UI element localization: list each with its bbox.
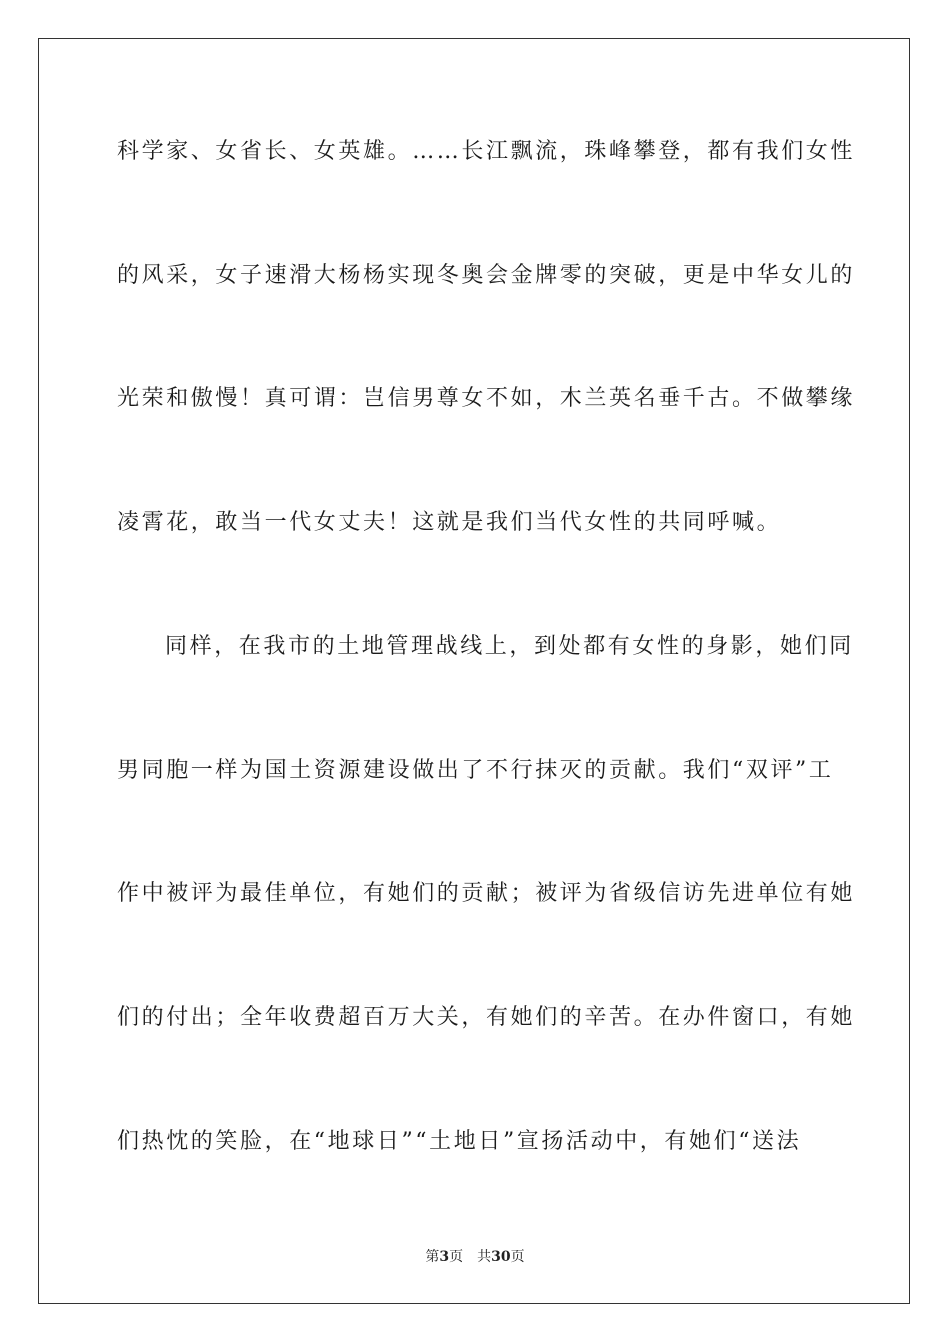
- total-suffix: 页: [510, 1249, 525, 1265]
- body-line-5-paragraph-start: 同样，在我市的土地管理战线上，到处都有女性的身影，她们同: [165, 634, 854, 659]
- body-line-4: 凌霄花，敢当一代女丈夫！这就是我们当代女性的共同呼喊。: [117, 510, 782, 535]
- total-pages: 30: [491, 1249, 511, 1265]
- body-line-2: 的风采，女子速滑大杨杨实现冬奥会金牌零的突破，更是中华女儿的: [117, 263, 856, 288]
- page-frame: [38, 38, 910, 1304]
- total-prefix: 共: [477, 1249, 492, 1265]
- page-number: 3: [439, 1249, 450, 1265]
- body-line-9: 们热忱的笑脸，在“地球日”“土地日”宣扬活动中，有她们“送法: [117, 1129, 802, 1154]
- body-line-8: 们的付出；全年收费超百万大关，有她们的辛苦。在办件窗口，有她: [117, 1005, 856, 1030]
- page-prefix: 第: [425, 1249, 440, 1265]
- body-line-7: 作中被评为最佳单位，有她们的贡献；被评为省级信访先进单位有她: [117, 881, 856, 906]
- page-suffix: 页: [449, 1249, 464, 1265]
- body-line-3: 光荣和傲慢！真可谓：岂信男尊女不如，木兰英名垂千古。不做攀缘: [117, 386, 856, 411]
- page-footer: [0, 1248, 950, 1266]
- body-line-1: 科学家、女省长、女英雄。……长江飘流，珠峰攀登，都有我们女性: [117, 139, 856, 164]
- body-line-6: 男同胞一样为国土资源建设做出了不行抹灭的贡献。我们“双评”工: [117, 758, 834, 783]
